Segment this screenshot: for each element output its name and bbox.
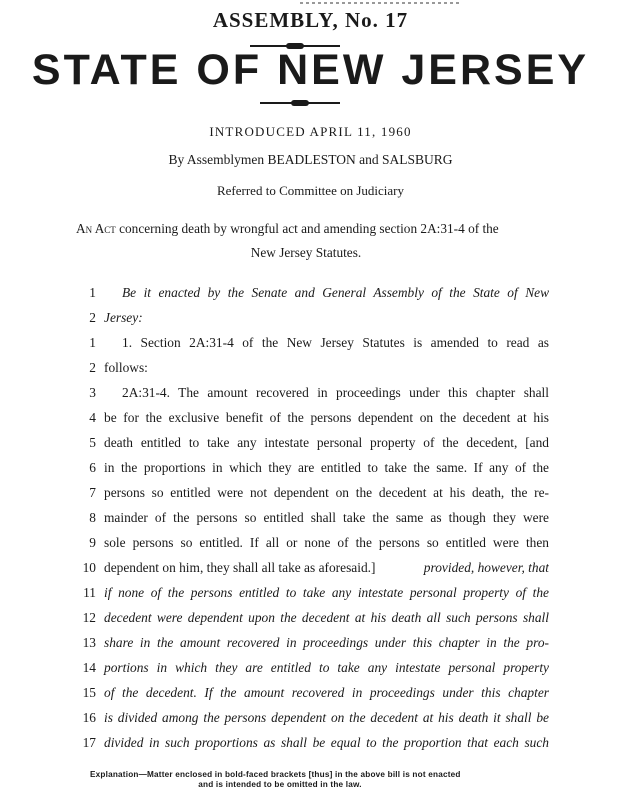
line-number: 8 [89,510,96,525]
line-number: 12 [82,610,96,625]
bill-line-text: 1. Section 2A:31-4 of the New Jersey Statutes is amended to read as [122,335,549,350]
bill-line [74,385,549,405]
bill-line-text: portions in which they are entitled to take any intestate personal property [104,660,549,675]
line-number: 2 [89,310,96,325]
bill-line-text: death entitled to take any intestate personal property of the decedent, [and [104,435,549,450]
committee-referral: Referred to Committee on Judiciary [216,183,404,198]
bill-line [74,360,549,380]
introduced-date: INTRODUCED APRIL 11, 1960 [209,124,412,139]
line-number: 3 [89,385,96,400]
bill-line [74,335,549,355]
bill-line-text: share in the amount recovered in proceedings under this chapter in the pro- [104,635,549,650]
act-title-text: concerning death by wrongful act and amending section 2A:31-4 of the [119,221,499,236]
line-number: 17 [82,735,96,750]
bill-line-text: Jersey: [104,310,143,325]
line-number: 2 [89,360,96,375]
line-number: 11 [83,585,96,600]
bill-line [74,535,549,555]
bill-line-text: divided in such proportions as shall be equal to the proportion that each such [104,735,549,750]
bill-line-text: decedent were dependent upon the decedent at his death all such persons shall [104,610,549,625]
bill-line-text: if none of the persons entitled to take any intestate personal property of the [104,585,549,600]
bill-line [74,460,549,480]
bill-line [74,635,549,655]
line-number: 9 [89,535,96,550]
bill-line [74,685,549,705]
bill-line-text: of the decedent. If the amount recovered in proceedings under this chapter [104,685,549,700]
line-number: 5 [89,435,96,450]
bill-line-text: be for the exclusive benefit of the persons dependent on the decedent at his [104,410,549,425]
bill-line [74,410,549,430]
bill-line-text: persons so entitled were not dependent on the decedent at his death, the re- [104,485,549,500]
bill-line [74,485,549,505]
bill-line [74,585,549,605]
explanation-line1: Explanation—Matter enclosed in bold-faced brackets [thus] in the above bill is not enacted [90,770,461,779]
act-title-line2: New Jersey Statutes. [250,245,362,260]
bill-line-text: Be it enacted by the Senate and General Assembly of the State of New [122,285,549,300]
bill-line-text: mainder of the persons so entitled shall take the same as though they were [104,510,549,525]
bill-line-text: 2A:31-4. The amount recovered in proceedings under this chapter shall [122,385,549,400]
bill-line [74,660,549,680]
ornament-rule-bottom [260,102,340,104]
bill-line [74,560,549,580]
line-number: 10 [82,560,96,575]
assembly-number: ASSEMBLY, No. 17 [212,8,409,32]
bill-line [74,510,549,530]
bill-line-text: follows: [104,360,148,375]
line-number: 14 [82,660,96,675]
line-number: 7 [89,485,96,500]
bill-line [74,435,549,455]
line-number: 4 [89,410,96,425]
line-number: 13 [82,635,96,650]
explanation-note [90,770,530,790]
bill-line-text: sole persons so entitled. If all or none of the persons so entitled were then [104,535,549,550]
bill-line [74,735,549,755]
act-title [76,217,536,265]
line-number: 6 [89,460,96,475]
state-title: STATE OF NEW JERSEY [31,46,590,94]
line-number: 16 [82,710,96,725]
bill-line-text: is divided among the persons dependent on the decedent at his death it shall be [104,710,549,725]
bill-line [74,710,549,730]
bill-line-text-plain: dependent on him, they shall all take as aforesaid.] [104,560,376,575]
bill-line [74,610,549,630]
explanation-line2: and is intended to be omitted in the law. [198,780,362,789]
sponsors: By Assemblymen BEADLESTON and SALSBURG [168,152,453,167]
act-title-lead: An Act [76,221,116,236]
line-number: 1 [89,285,96,300]
bill-line [74,285,549,305]
bill-line-text-italic: provided, however, that [423,560,549,575]
bill-line [74,310,549,330]
bill-line-text-mixed [104,560,549,576]
bill-line-text: in the proportions in which they are entitled to take the same. If any of the [104,460,549,475]
line-number: 1 [89,335,96,350]
line-number: 15 [82,685,96,700]
top-decorative-line [300,2,460,4]
